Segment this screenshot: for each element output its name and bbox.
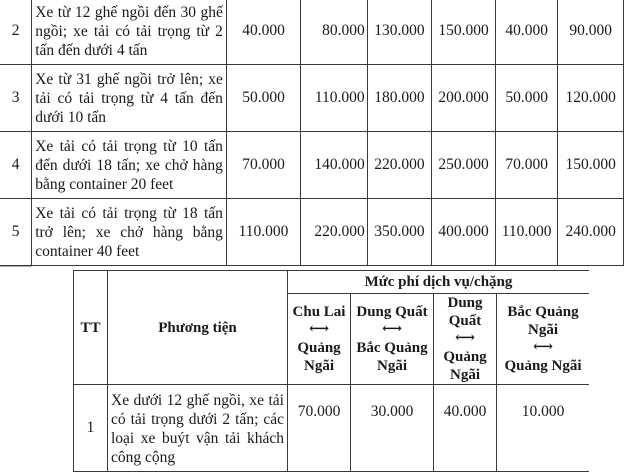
column-group-header-fee: Mức phí dịch vụ/chặng — [288, 271, 590, 294]
route-from: Dung Quất — [356, 304, 428, 320]
vehicle-description: Xe từ 12 ghế ngồi đến 30 ghế ngồi; xe tải có tải trọng từ 2 tấn đến dưới 4 tấn — [32, 0, 227, 65]
fee-cell: 150.000 — [432, 0, 496, 65]
fee-cell: 150.000 — [558, 132, 624, 199]
row-number: 3 — [0, 65, 32, 132]
fee-cell: 350.000 — [367, 199, 432, 266]
fee-cell: 250.000 — [432, 132, 496, 199]
fee-cell: 130.000 — [367, 0, 432, 65]
row-number: 4 — [0, 132, 32, 199]
fee-cell: 110.000 — [301, 65, 368, 132]
fee-cell: 40.000 — [226, 0, 300, 65]
fee-cell: 50.000 — [226, 65, 300, 132]
row-number: 5 — [0, 199, 32, 266]
fee-cell: 180.000 — [367, 65, 432, 132]
header-row — [74, 271, 590, 294]
fee-cell: 40.000 — [434, 385, 497, 472]
route-header-bac-quang-ngai-quang-ngai — [497, 294, 590, 385]
route-header-dung-quat-quang-ngai — [434, 294, 497, 385]
table-row — [0, 65, 624, 132]
table-row — [0, 132, 624, 199]
route-from: Dung Quất — [447, 295, 483, 329]
fee-cell: 220.000 — [301, 199, 368, 266]
vehicle-description: Xe tải có tải trọng từ 18 tấn trở lên; xe chở hàng bằng container 40 feet — [32, 199, 227, 266]
column-header-tt: TT — [74, 271, 108, 385]
fee-cell: 50.000 — [495, 65, 558, 132]
fee-cell: 110.000 — [495, 199, 558, 266]
table-row — [0, 199, 624, 266]
fee-table-lower — [73, 270, 589, 472]
route-to: Quảng Ngãi — [504, 358, 582, 374]
row-number: 1 — [74, 385, 108, 472]
route-to: Quảng Ngãi — [297, 340, 341, 374]
double-arrow-icon: ⟷ — [308, 322, 330, 337]
fee-cell: 70.000 — [288, 385, 351, 472]
table-row — [74, 385, 590, 472]
route-from: Bắc Quảng Ngãi — [507, 304, 579, 338]
vehicle-description: Xe dưới 12 ghế ngồi, xe tải có tải trọng dưới 2 tấn; các loại xe buýt vận tải khách công cộng — [108, 385, 288, 472]
double-arrow-icon: ⟷ — [381, 322, 403, 337]
fee-cell: 400.000 — [432, 199, 496, 266]
fee-cell: 70.000 — [226, 132, 300, 199]
double-arrow-icon: ⟷ — [454, 331, 476, 346]
divider — [0, 266, 32, 267]
route-to: Bắc Quảng Ngãi — [356, 340, 428, 374]
fee-cell: 30.000 — [351, 385, 434, 472]
fee-cell: 40.000 — [495, 0, 558, 65]
fee-cell: 70.000 — [495, 132, 558, 199]
double-arrow-icon: ⟷ — [532, 340, 554, 355]
route-to: Quảng Ngãi — [443, 349, 487, 383]
table-row — [0, 0, 624, 65]
fee-cell: 110.000 — [226, 199, 300, 266]
row-number: 2 — [0, 0, 32, 65]
fee-cell: 220.000 — [367, 132, 432, 199]
fee-cell: 90.000 — [558, 0, 624, 65]
fee-cell: 10.000 — [497, 385, 590, 472]
vehicle-description: Xe từ 31 ghế ngồi trở lên; xe tải có tải trọng từ 4 tấn đến dưới 10 tấn — [32, 65, 227, 132]
fee-cell: 120.000 — [558, 65, 624, 132]
vehicle-description: Xe tải có tải trọng từ 10 tấn đến dưới 18 tấn; xe chở hàng bằng container 20 feet — [32, 132, 227, 199]
route-from: Chu Lai — [292, 304, 346, 320]
fee-cell: 140.000 — [301, 132, 368, 199]
fee-cell: 200.000 — [432, 65, 496, 132]
route-header-chu-lai-quang-ngai — [288, 294, 351, 385]
column-header-vehicle: Phương tiện — [108, 271, 288, 385]
fee-cell: 80.000 — [301, 0, 368, 65]
route-header-dung-quat-bac-quang-ngai — [351, 294, 434, 385]
fee-cell: 240.000 — [558, 199, 624, 266]
